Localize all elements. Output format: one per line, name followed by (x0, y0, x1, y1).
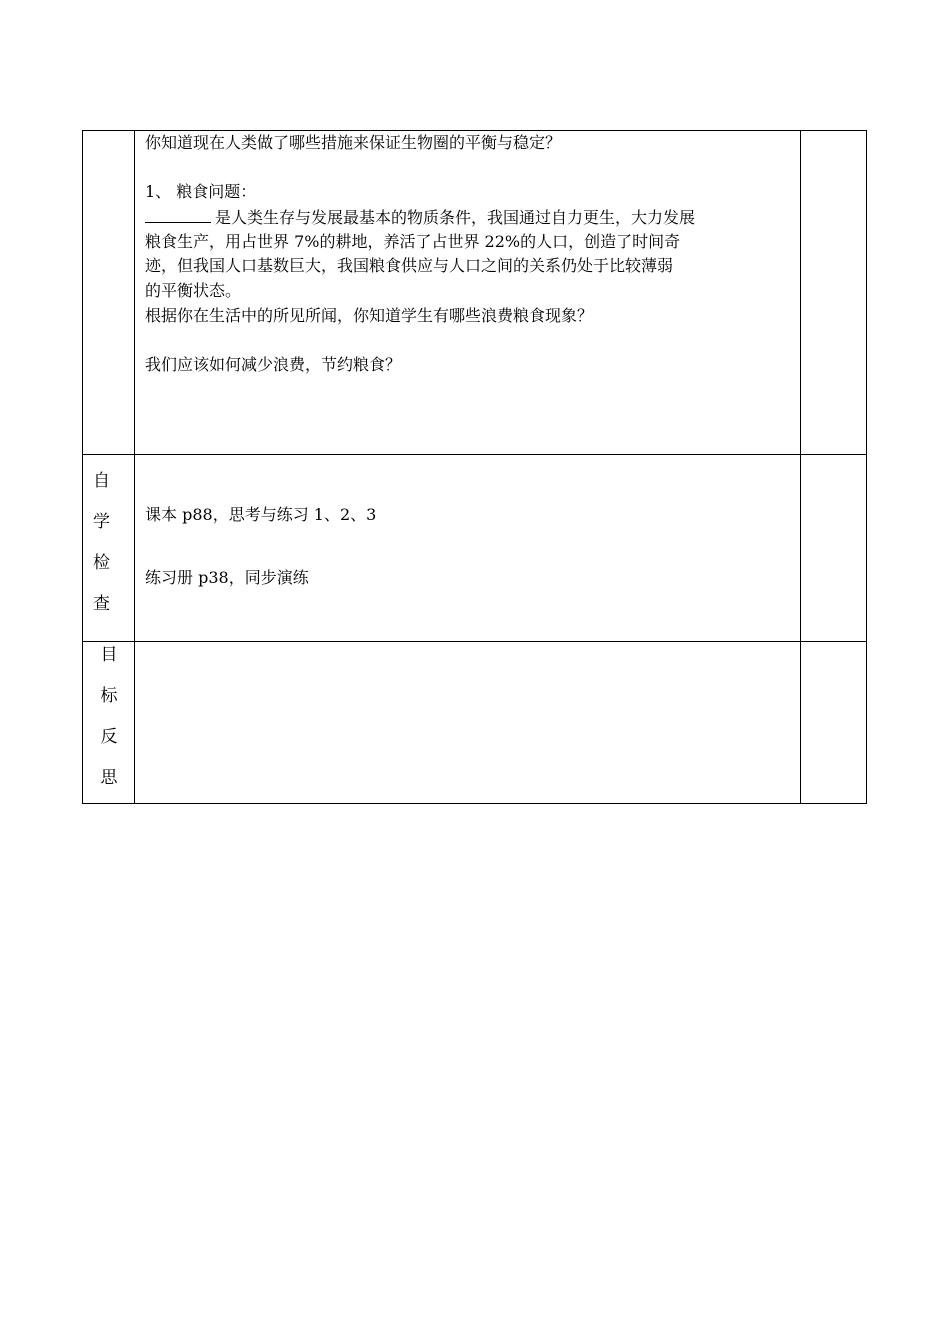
question-reduce-waste: 我们应该如何减少浪费，节约粮食？ (145, 355, 402, 374)
label-char: 查 (93, 594, 110, 614)
label-char: 目 (100, 645, 118, 665)
textbook-exercise: 课本 p88，思考与练习 1、2、3 (145, 505, 377, 524)
label-char: 思 (100, 768, 118, 788)
label-char: 检 (93, 553, 110, 573)
label-char: 学 (93, 512, 110, 532)
paragraph-line-1 (145, 205, 695, 231)
worksheet-table (82, 130, 867, 804)
question-ecosystem-measures: 你知道现在人类做了哪些措施来保证生物圈的平衡与稳定？ (145, 133, 562, 152)
paragraph-line-4: 的平衡状态。 (145, 281, 242, 300)
row-divider-1 (83, 454, 866, 455)
paragraph-line-2: 粮食生产，用占世界 7%的耕地，养活了占世界 22%的人口，创造了时间奇 (145, 232, 681, 251)
label-char: 标 (100, 686, 118, 706)
paragraph-line-3: 迹，但我国人口基数巨大，我国粮食供应与人口之间的关系仍处于比较薄弱 (145, 256, 674, 275)
label-goal-reflection (83, 635, 135, 799)
label-self-check (83, 461, 120, 625)
label-char: 反 (100, 727, 118, 747)
row-divider-2 (83, 641, 866, 642)
column-divider-right (800, 131, 801, 803)
paragraph-line-1-text: 是人类生存与发展最基本的物质条件，我国通过自力更生，大力发展 (215, 208, 696, 227)
question-food-waste: 根据你在生活中的所见所闻，你知道学生有哪些浪费粮食现象？ (145, 306, 594, 325)
section-heading-food: 1、 粮食问题： (145, 182, 257, 201)
workbook-exercise: 练习册 p38，同步演练 (145, 568, 309, 587)
label-char: 自 (93, 471, 110, 491)
fill-in-blank[interactable] (145, 205, 211, 223)
